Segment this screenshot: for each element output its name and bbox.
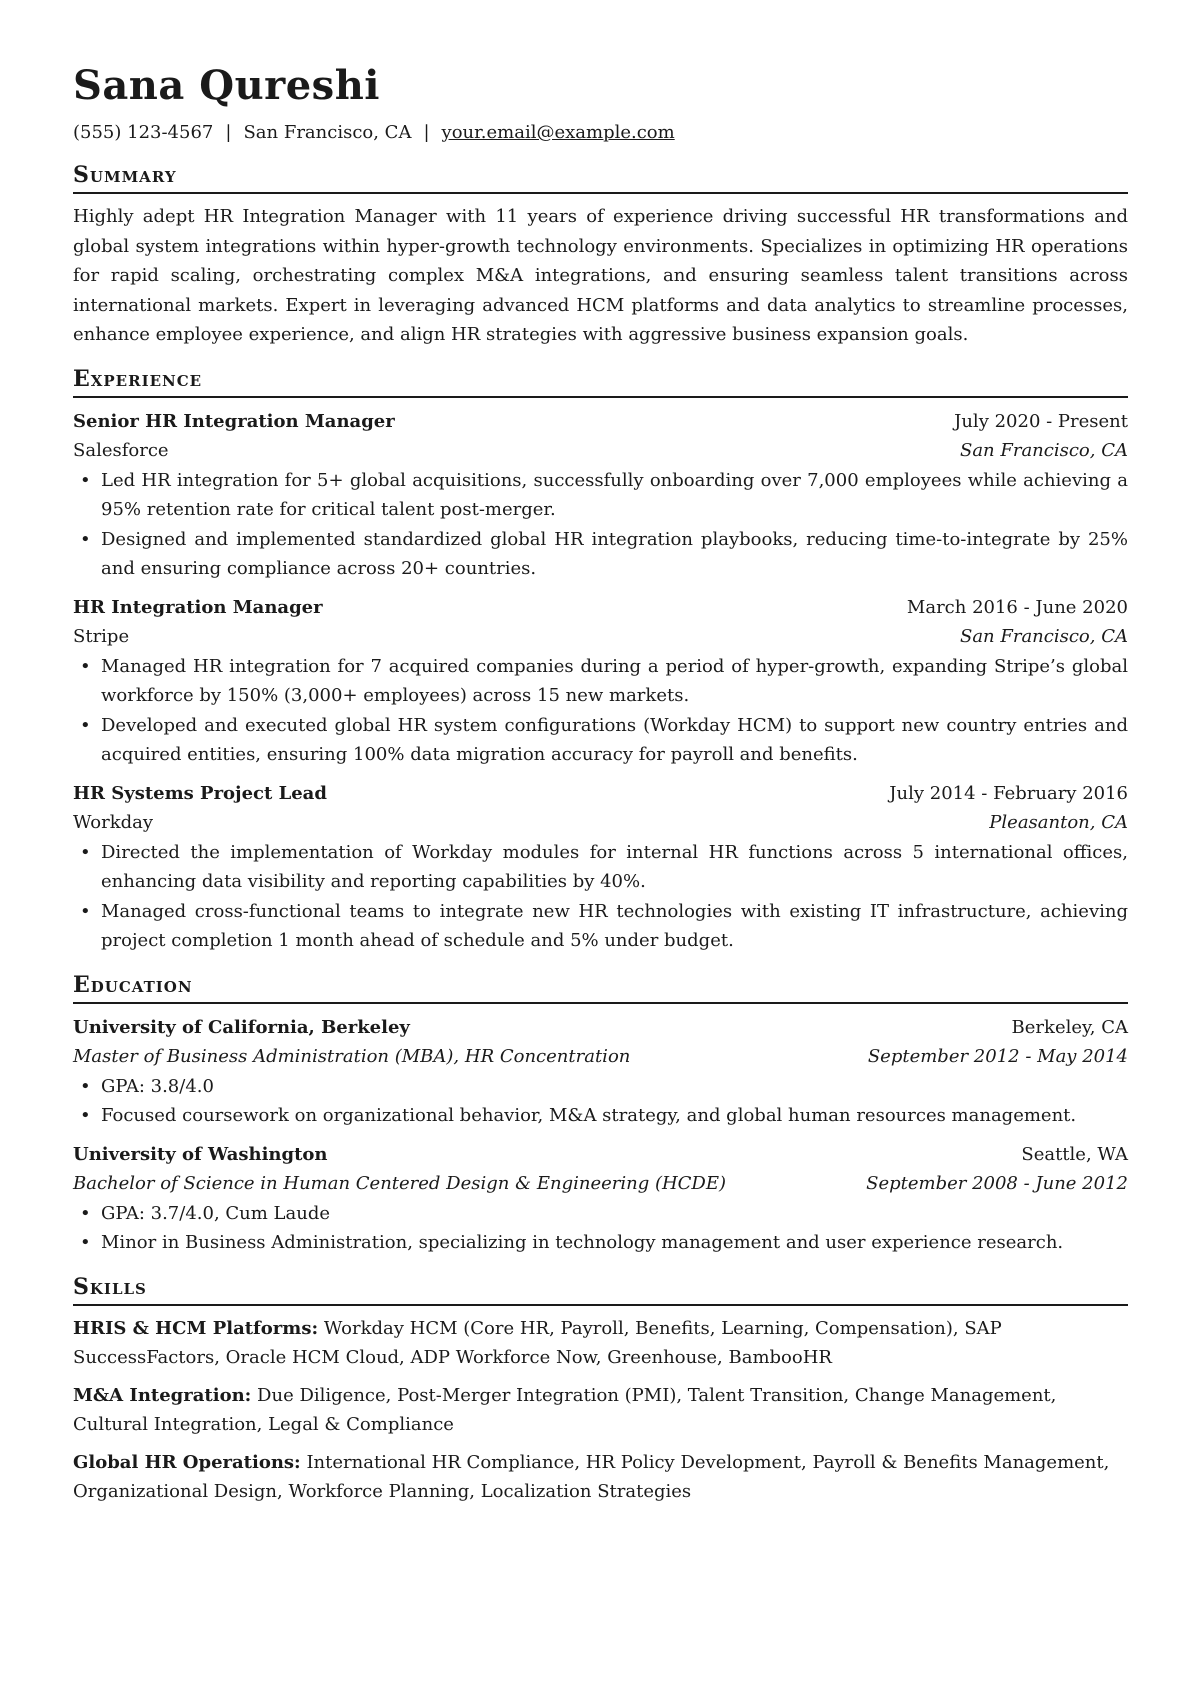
job-entry <box>73 593 1128 770</box>
education-dates: September 2012 - May 2014 <box>867 1046 1128 1067</box>
school-location: Seattle, WA <box>1021 1143 1128 1165</box>
experience-section <box>73 364 1128 956</box>
job-location: San Francisco, CA <box>959 626 1128 647</box>
job-bullets <box>73 652 1128 770</box>
bullet-item: • Minor in Business Administration, specializing in technology management and user experience research. <box>101 1228 1128 1258</box>
skill-group-items: Due Diligence, Post-Merger Integration (PMI), Talent Transition, Change Management, Cultural Integration, Legal & Compliance <box>73 1384 1057 1435</box>
education-dates: September 2008 - June 2012 <box>866 1173 1128 1194</box>
job-bullets <box>73 838 1128 956</box>
bullet-item: • Managed cross-functional teams to integrate new HR technologies with existing IT infrastructure, achieving project completion 1 month ahead of schedule and 5% under budget. <box>101 897 1128 956</box>
job-role: HR Systems Project Lead <box>73 782 327 804</box>
bullet-item: • GPA: 3.8/4.0 <box>101 1072 1128 1102</box>
section-title-skills: Skills <box>73 1272 1128 1306</box>
job-company: Workday <box>73 812 154 833</box>
section-title-experience: Experience <box>73 364 1128 398</box>
bullet-item: • Led HR integration for 5+ global acquisitions, successfully onboarding over 7,000 employees while achieving a 95% retention rate for critical talent post-merger. <box>101 466 1128 525</box>
education-section <box>73 970 1128 1258</box>
education-bullets <box>73 1072 1128 1131</box>
job-location: Pleasanton, CA <box>989 812 1128 833</box>
contact-separator: | <box>225 122 232 143</box>
candidate-name: Sana Qureshi <box>73 62 380 109</box>
skill-group-label: M&A Integration: <box>73 1384 252 1406</box>
degree-name: Bachelor of Science in Human Centered Design & Engineering (HCDE) <box>73 1173 727 1194</box>
contact-separator: | <box>423 122 430 143</box>
job-company: Stripe <box>73 626 130 647</box>
skill-group-label: Global HR Operations: <box>73 1451 301 1473</box>
summary-text: Highly adept HR Integration Manager with 11 years of experience driving successful HR transformations and global system integrations within hyper-growth technology environments. Specializes in optimizing HR operations for rapid scaling, orchestrating complex M&A integrations, and ensuring seamless talent transitions across international markets. Expert in leveraging advanced HCM platforms and data analytics to streamline processes, enhance employee experience, and align HR strategies with aggressive business expansion goals. <box>73 206 1128 345</box>
school-name: University of California, Berkeley <box>73 1016 410 1038</box>
school-name: University of Washington <box>73 1143 328 1165</box>
bullet-item: • Focused coursework on organizational behavior, M&A strategy, and global human resources management. <box>101 1101 1128 1131</box>
bullet-item: • Managed HR integration for 7 acquired companies during a period of hyper-growth, expanding Stripe’s global workforce by 150% (3,000+ employees) across 15 new markets. <box>101 652 1128 711</box>
job-dates: July 2020 - Present <box>954 410 1128 432</box>
job-entry <box>73 779 1128 956</box>
job-role: HR Integration Manager <box>73 596 323 618</box>
job-company: Salesforce <box>73 440 169 461</box>
phone-number: (555) 123-4567 <box>73 122 214 143</box>
school-location: Berkeley, CA <box>1011 1016 1128 1038</box>
job-location: San Francisco, CA <box>959 440 1128 461</box>
job-entry <box>73 407 1128 584</box>
bullet-item: • Directed the implementation of Workday modules for internal HR functions across 5 international offices, enhancing data visibility and reporting capabilities by 40%. <box>101 838 1128 897</box>
education-entry <box>73 1013 1128 1131</box>
education-entry <box>73 1140 1128 1258</box>
job-dates: March 2016 - June 2020 <box>906 596 1128 618</box>
degree-name: Master of Business Administration (MBA), HR Concentration <box>73 1046 631 1067</box>
skill-group <box>73 1381 1128 1440</box>
skill-group-label: HRIS & HCM Platforms: <box>73 1317 319 1339</box>
skill-group <box>73 1448 1128 1507</box>
job-role: Senior HR Integration Manager <box>73 410 395 432</box>
skill-group <box>73 1314 1128 1373</box>
location-text: San Francisco, CA <box>243 122 412 143</box>
education-bullets <box>73 1199 1128 1258</box>
skills-section <box>73 1272 1128 1507</box>
contact-line <box>73 120 1128 146</box>
bullet-item: • Designed and implemented standardized global HR integration playbooks, reducing time-to-integrate by 25% and ensuring compliance across 20+ countries. <box>101 525 1128 584</box>
skill-group-items: Workday HCM (Core HR, Payroll, Benefits, Learning, Compensation), SAP SuccessFactors, Oracle HCM Cloud, ADP Workforce Now, Greenhouse, BambooHR <box>73 1317 1002 1368</box>
job-dates: July 2014 - February 2016 <box>889 782 1128 804</box>
bullet-item: • Developed and executed global HR system configurations (Workday HCM) to support new country entries and acquired entities, ensuring 100% data migration accuracy for payroll and benefits. <box>101 711 1128 770</box>
email-link[interactable]: your.email@example.com <box>441 122 675 143</box>
job-bullets <box>73 466 1128 584</box>
skill-group-items: International HR Compliance, HR Policy Development, Payroll & Benefits Management, Organizational Design, Workforce Planning, Localization Strategies <box>73 1451 1110 1502</box>
section-title-education: Education <box>73 970 1128 1004</box>
summary-section <box>73 160 1128 350</box>
section-title-summary: Summary <box>73 160 1128 194</box>
bullet-item: • GPA: 3.7/4.0, Cum Laude <box>101 1199 1128 1229</box>
